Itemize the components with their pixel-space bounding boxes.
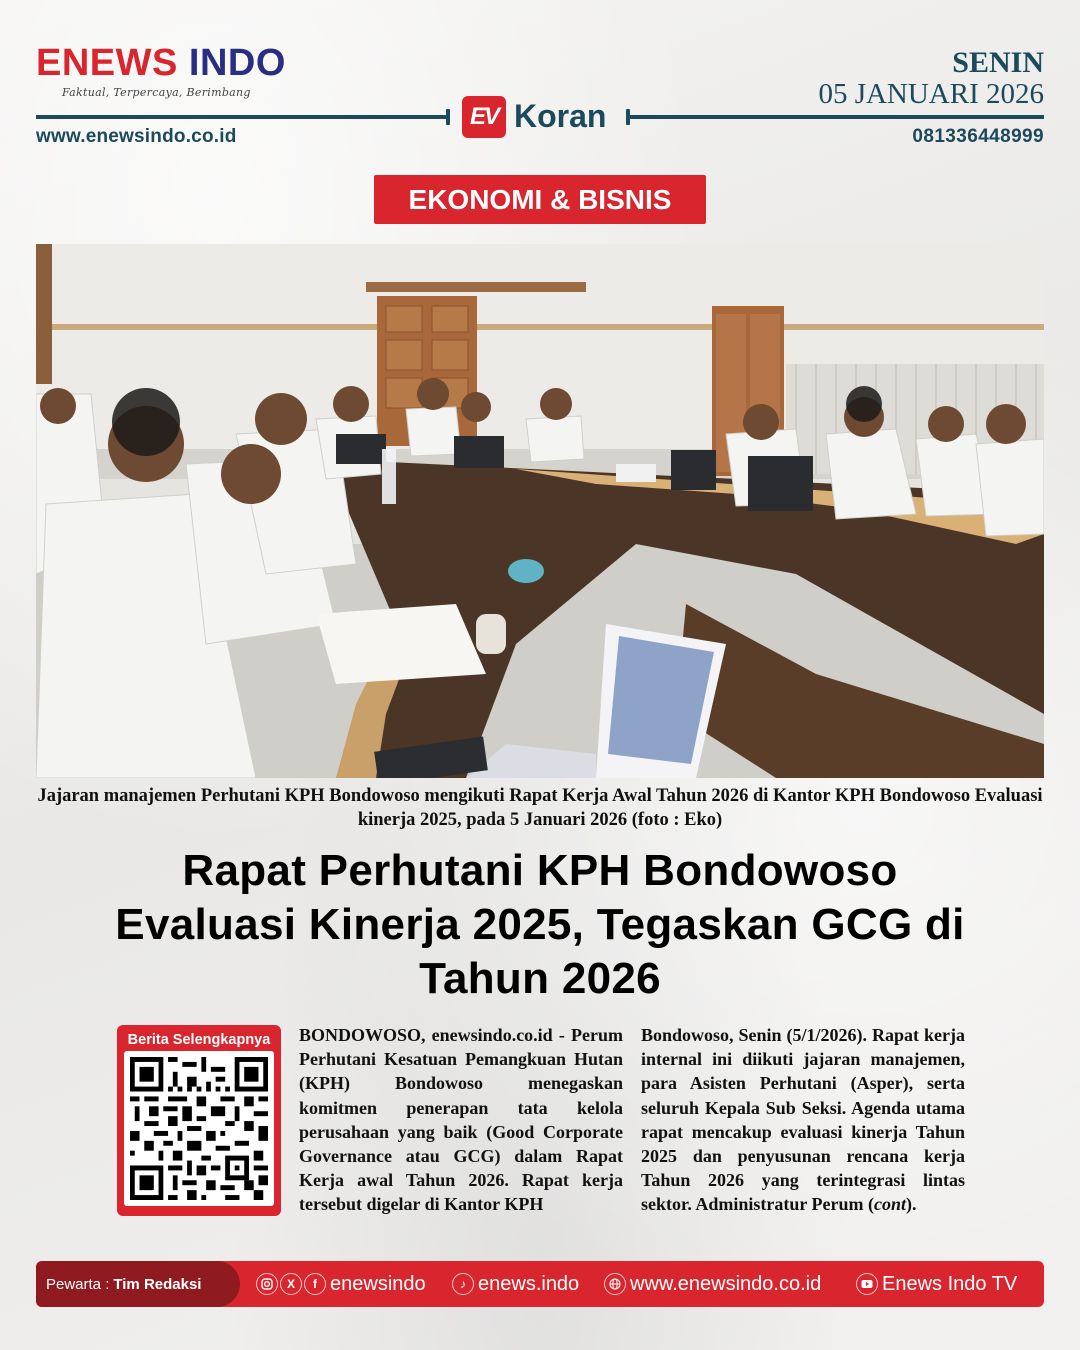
header-rule-left: [36, 115, 446, 119]
qr-code-icon[interactable]: [124, 1051, 274, 1206]
reporter-label: Pewarta :: [46, 1275, 110, 1293]
website-link[interactable]: [604, 1261, 821, 1307]
ev-logo-icon: [462, 96, 506, 138]
footer-website[interactable]: www.enewsindo.co.id: [630, 1272, 822, 1295]
headline-line-1: Rapat Perhutani KPH Bondowoso: [182, 846, 898, 895]
ev-logo-text: EV: [469, 103, 498, 130]
header-phone: 081336448999: [912, 126, 1044, 147]
x-icon[interactable]: X: [280, 1273, 302, 1295]
facebook-icon[interactable]: f: [304, 1273, 326, 1295]
header-rule-left-cap: [446, 109, 450, 125]
article-column-1: BONDOWOSO, enewsindo.co.id - Perum Perhutani Kesatuan Pemangkuan Hutan (KPH) Bondowoso menegaskan komitmen penerapan tata kelola perusahaan yang baik (Good Corporate Governance atau GCG) dalam Rapat Kerja awal Tahun 2026. Rapat kerja tersebut digelar di Kantor KPH: [299, 1025, 623, 1215]
read-more-qr-card[interactable]: [117, 1025, 281, 1216]
continued-marker[interactable]: cont: [874, 1194, 907, 1215]
footer-bar: [36, 1261, 1044, 1307]
tiktok-handle[interactable]: enews.indo: [478, 1272, 580, 1295]
header-website-link[interactable]: www.enewsindo.co.id: [36, 126, 237, 147]
youtube-channel[interactable]: Enews Indo TV: [882, 1272, 1018, 1295]
article-column-2: Bondowoso, Senin (5/1/2026). Rapat kerja internal ini diikuti jajaran manajemen, para Asisten Perhutani (Asper), serta seluruh Kepala Sub Seksi. Agenda utama rapat mencakup evaluasi kinerja Tahun 2025 dan penyusunan rencana kerja Tahun 2026 yang terintegrasi lintas sektor. Administratur Perum (cont).: [641, 1025, 965, 1215]
read-more-label: Berita Selengkapnya: [127, 1032, 271, 1048]
tiktok-icon[interactable]: ♪: [452, 1273, 474, 1295]
headline-line-3: Tahun 2026: [419, 954, 661, 1003]
photo-caption: Jajaran manajemen Perhutani KPH Bondowoso mengikuti Rapat Kerja Awal Tahun 2026 di Kantor KPH Bondowoso Evaluasi kinerja 2025, pada 5 Januari 2026 (foto : Eko): [37, 786, 1043, 830]
article-photo: [36, 244, 1044, 778]
issue-day: SENIN: [952, 46, 1044, 79]
edition-label: Koran: [514, 98, 607, 134]
issue-full-date: 05 JANUARI 2026: [818, 78, 1044, 110]
youtube-link[interactable]: [856, 1261, 1017, 1307]
instagram-icon[interactable]: [256, 1273, 278, 1295]
category-badge: EKONOMI & BISNIS: [374, 175, 706, 224]
brand-logo: [36, 44, 286, 82]
issue-date: [818, 48, 1044, 109]
tiktok-link[interactable]: [452, 1261, 579, 1307]
article-headline: [30, 844, 1050, 1006]
reporter-credit: [36, 1261, 240, 1307]
social-handle[interactable]: enewsindo: [330, 1272, 426, 1295]
article-column-2-text: Bondowoso, Senin (5/1/2026). Rapat kerja internal ini diikuti jajaran manajemen, para Asisten Perhutani (Asper), serta seluruh Kepala Sub Seksi. Agenda utama rapat mencakup evaluasi kinerja Tahun 2025 dan penyusunan rencana kerja Tahun 2026 yang terintegrasi lintas sektor. Administratur Perum: [641, 1025, 965, 1215]
meeting-photo-illustration: [36, 244, 1044, 778]
continued-suffix: ).: [906, 1194, 917, 1215]
brand-name-part1: ENEWS: [36, 42, 178, 84]
globe-icon[interactable]: [604, 1273, 626, 1295]
reporter-name: Tim Redaksi: [113, 1275, 202, 1293]
header-rule-right: [630, 115, 1044, 119]
headline-line-2: Evaluasi Kinerja 2025, Tegaskan GCG di: [115, 900, 965, 949]
brand-name-part2: INDO: [188, 42, 286, 84]
brand-tagline: Faktual, Terpercaya, Berimbang: [62, 86, 251, 99]
qr-code-graphic: [130, 1057, 268, 1200]
youtube-icon[interactable]: [856, 1273, 878, 1295]
social-handle-group[interactable]: [256, 1261, 426, 1307]
